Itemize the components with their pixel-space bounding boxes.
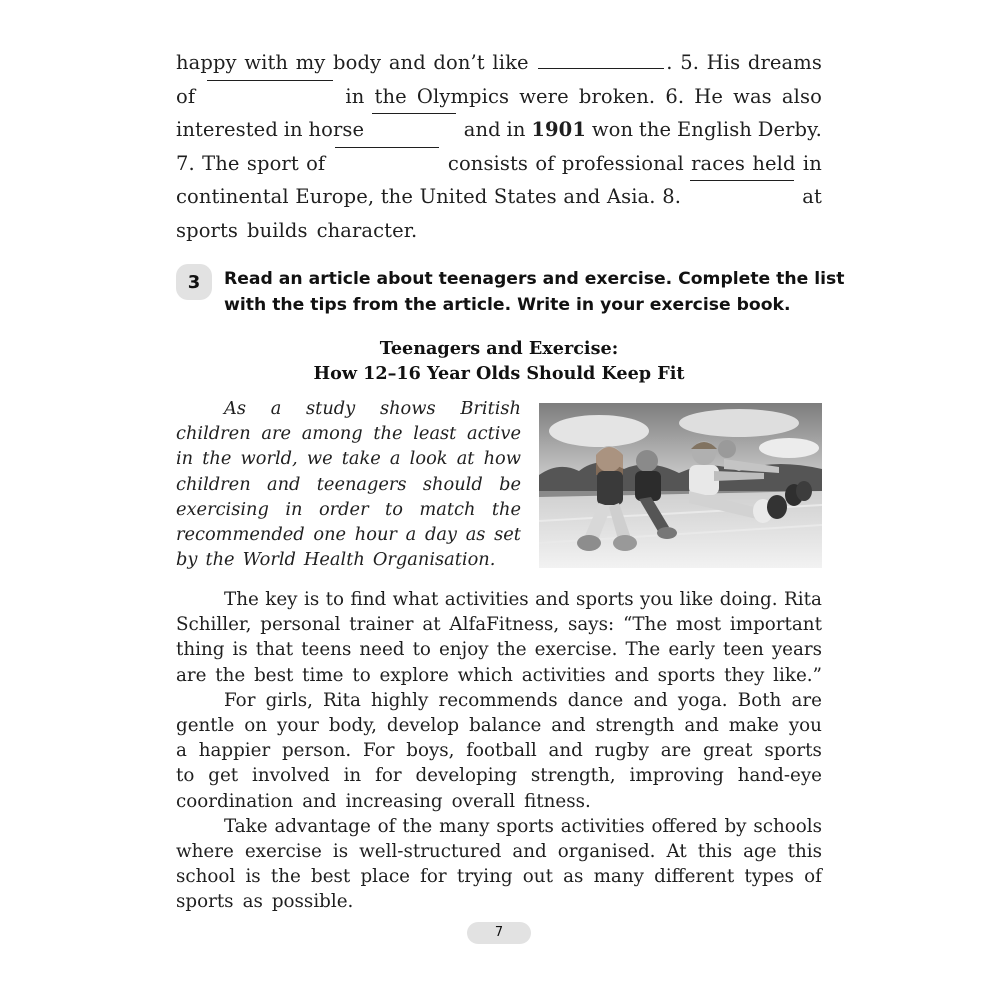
text-line: of in the Olympics were broken. 6. He was also	[176, 80, 822, 114]
text-line: Schiller, personal trainer at AlfaFitness, says: “The most important	[176, 614, 822, 636]
blank-line	[690, 180, 794, 181]
blank-line	[372, 113, 456, 114]
blank-line: .	[536, 46, 672, 80]
text-line: thing is that teens need to enjoy the exercise. The early teen years	[176, 639, 822, 661]
text-line: children are among the least active	[176, 423, 521, 445]
text-line: recommended one hour a day as set	[176, 524, 521, 546]
text-line: sports as possible.	[176, 891, 354, 913]
text-line: sports builds character.	[176, 218, 418, 242]
text-line: interested in horse and in 1901 won the English Derby.	[176, 113, 822, 147]
text-line: As a study shows British	[224, 398, 521, 419]
task-number-badge: 3	[176, 264, 212, 300]
text-line: gentle on your body, develop balance and strength and make you	[176, 715, 822, 737]
task-instruction	[176, 266, 845, 318]
text-line: school is the best place for trying out as many different types of	[176, 866, 822, 888]
text-line: continental Europe, the United States and Asia. 8. at	[176, 180, 822, 214]
page-number: 7	[467, 922, 531, 944]
text-line: children and teenagers should be	[176, 473, 521, 495]
article-title: Teenagers and Exercise: How 12–16 Year Olds Should Keep Fit	[313, 338, 685, 384]
task-text: Read an article about teenagers and exercise. Complete the list with the tips from the article. Write in your exercise book.	[224, 269, 845, 315]
article-body	[176, 587, 822, 915]
text-line: a happier person. For boys, football and rugby are great sports	[176, 740, 822, 762]
text-line: 7. The sport of consists of professional races held in	[176, 147, 822, 181]
blank-line	[207, 80, 333, 81]
teenagers-stretching-photo	[539, 403, 822, 568]
text-line: happy with my body and don’t like . 5. His dreams	[176, 46, 822, 80]
text-line: in the world, we take a look at how	[176, 448, 521, 470]
text-line: are the best time to explore which activities and sports they like.”	[176, 664, 822, 686]
text-line: coordination and increasing overall fitness.	[176, 790, 591, 812]
text-line: For girls, Rita highly recommends dance and yoga. Both are	[224, 689, 822, 711]
text-line: The key is to find what activities and sports you like doing. Rita	[224, 589, 822, 610]
text-line: by the World Health Organisation.	[176, 549, 496, 571]
article-intro	[176, 396, 521, 572]
text-line: where exercise is well-structured and organised. At this age this	[176, 841, 822, 863]
blank-line	[335, 147, 439, 148]
exercise-text	[176, 46, 822, 248]
text-line: Take advantage of the many sports activities offered by schools	[224, 815, 822, 837]
text-line: exercising in order to match the	[176, 498, 521, 520]
text-line: to get involved in for developing strength, improving hand-eye	[176, 765, 822, 787]
